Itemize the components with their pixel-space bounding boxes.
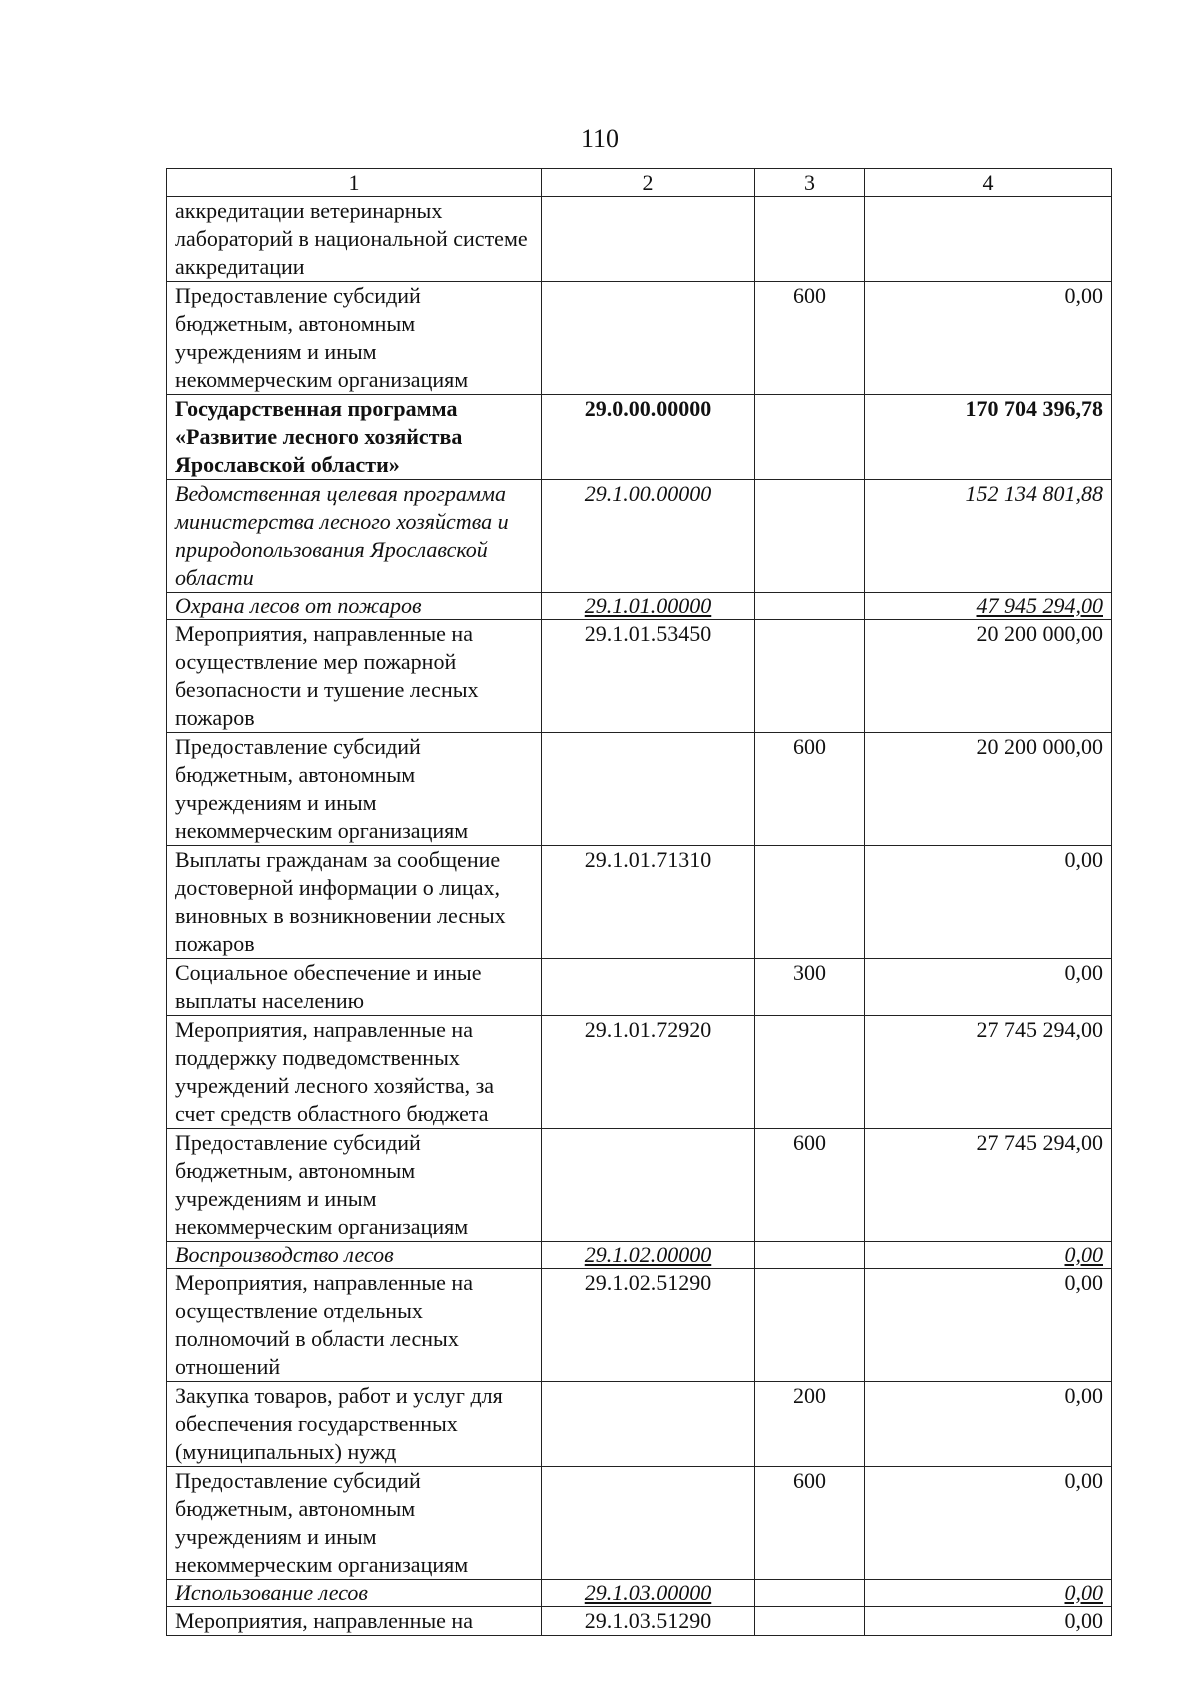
row-name: Предоставление субсидий бюджетным, автономным учреждениям и иным некоммерческим организациям [167,1467,542,1580]
row-sum: 0,00 [865,959,1112,1016]
row-sum: 0,00 [865,282,1112,395]
row-sum: 152 134 801,88 [865,480,1112,593]
row-type: 300 [755,959,865,1016]
row-sum: 20 200 000,00 [865,620,1112,733]
row-name: Мероприятия, направленные на поддержку подведомственных учреждений лесного хозяйства, за счет средств областного бюджета [167,1016,542,1129]
table-row [167,1607,1112,1636]
row-name: Предоставление субсидий бюджетным, автономным учреждениям и иным некоммерческим организациям [167,1129,542,1242]
row-name: Выплаты гражданам за сообщение достоверной информации о лицах, виновных в возникновении лесных пожаров [167,846,542,959]
row-sum: 0,00 [865,1580,1112,1607]
table-row [167,480,1112,593]
row-name: Государственная программа «Развитие лесного хозяйства Ярославской области» [167,395,542,480]
row-type: 600 [755,1129,865,1242]
column-header-1: 1 [167,169,542,197]
row-sum: 0,00 [865,1382,1112,1467]
row-name: Предоставление субсидий бюджетным, автономным учреждениям и иным некоммерческим организациям [167,733,542,846]
row-type [755,1580,865,1607]
row-code [542,1382,755,1467]
row-name: Использование лесов [167,1580,542,1607]
row-sum: 0,00 [865,1467,1112,1580]
column-header-4: 4 [865,169,1112,197]
budget-table [166,168,1112,1636]
row-code: 29.1.03.51290 [542,1607,755,1636]
row-type [755,480,865,593]
row-sum: 20 200 000,00 [865,733,1112,846]
row-code [542,197,755,282]
row-name: Мероприятия, направленные на осуществление отдельных полномочий в области лесных отношений [167,1269,542,1382]
row-type: 600 [755,733,865,846]
table-row [167,593,1112,620]
column-header-3: 3 [755,169,865,197]
row-name: аккредитации ветеринарных лабораторий в национальной системе аккредитации [167,197,542,282]
row-name: Социальное обеспечение и иные выплаты населению [167,959,542,1016]
table-row [167,282,1112,395]
header-row [167,169,1112,197]
row-name: Воспроизводство лесов [167,1242,542,1269]
row-code [542,959,755,1016]
row-sum: 27 745 294,00 [865,1016,1112,1129]
row-type [755,1242,865,1269]
table-row [167,1382,1112,1467]
row-type: 600 [755,1467,865,1580]
row-name: Предоставление субсидий бюджетным, автономным учреждениям и иным некоммерческим организациям [167,282,542,395]
table-row [167,959,1112,1016]
table-row [167,846,1112,959]
row-code: 29.0.00.00000 [542,395,755,480]
row-sum: 0,00 [865,1269,1112,1382]
row-type [755,1016,865,1129]
row-sum: 0,00 [865,1607,1112,1636]
row-code: 29.1.03.00000 [542,1580,755,1607]
table-row [167,1129,1112,1242]
column-header-2: 2 [542,169,755,197]
row-type [755,1269,865,1382]
row-name: Закупка товаров, работ и услуг для обеспечения государственных (муниципальных) нужд [167,1382,542,1467]
row-sum: 170 704 396,78 [865,395,1112,480]
row-code: 29.1.02.51290 [542,1269,755,1382]
row-code: 29.1.01.00000 [542,593,755,620]
row-code: 29.1.01.71310 [542,846,755,959]
page-number: 110 [580,124,620,153]
row-code [542,1467,755,1580]
row-type [755,620,865,733]
row-sum: 0,00 [865,846,1112,959]
table-row [167,620,1112,733]
row-sum: 47 945 294,00 [865,593,1112,620]
row-type: 200 [755,1382,865,1467]
row-code: 29.1.02.00000 [542,1242,755,1269]
row-code [542,1129,755,1242]
table-row [167,395,1112,480]
table-row [167,1016,1112,1129]
row-name: Охрана лесов от пожаров [167,593,542,620]
table-row [167,733,1112,846]
row-type [755,197,865,282]
row-type [755,1607,865,1636]
table-row [167,1580,1112,1607]
row-sum [865,197,1112,282]
table-row [167,1269,1112,1382]
table-row [167,1242,1112,1269]
row-sum: 27 745 294,00 [865,1129,1112,1242]
row-type [755,593,865,620]
table-row [167,1467,1112,1580]
row-type [755,846,865,959]
table-row [167,197,1112,282]
row-code: 29.1.00.00000 [542,480,755,593]
row-code [542,282,755,395]
row-sum: 0,00 [865,1242,1112,1269]
row-code: 29.1.01.53450 [542,620,755,733]
row-name: Мероприятия, направленные на [167,1607,542,1636]
row-type: 600 [755,282,865,395]
row-type [755,395,865,480]
row-code [542,733,755,846]
row-code: 29.1.01.72920 [542,1016,755,1129]
row-name: Ведомственная целевая программа министерства лесного хозяйства и природопользования Ярославской области [167,480,542,593]
row-name: Мероприятия, направленные на осуществление мер пожарной безопасности и тушение лесных пожаров [167,620,542,733]
